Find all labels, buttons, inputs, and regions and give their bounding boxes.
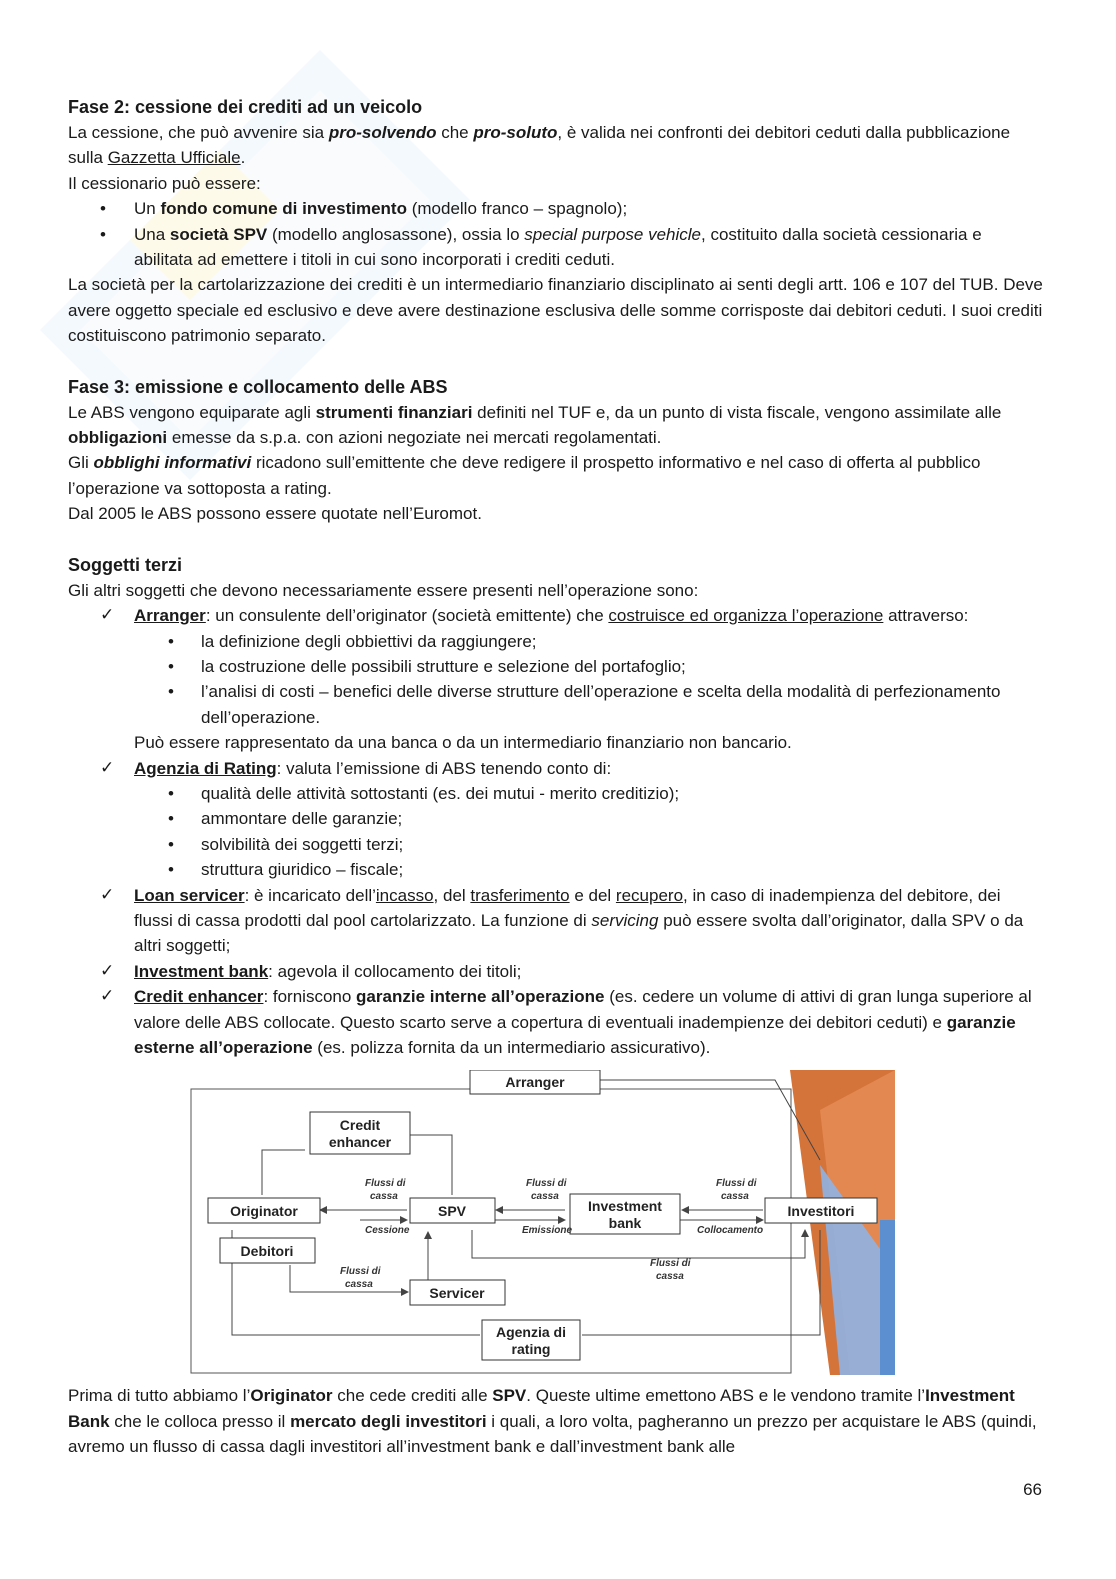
phase2-spv-paragraph: La società per la cartolarizzazione dei crediti è un intermediario finanziario disciplinato ai senti degli artt. 106 e 107 del TUB. Deve avere oggetto speciale ed esclusivo e deve avere destinazione esclusiva delle somme corrisposte dai debitori ceduti. I suoi crediti costituiscono patrimonio separato.	[68, 275, 1043, 346]
investment-bank-box	[570, 1194, 680, 1234]
list-item: • la costruzione delle possibili strutture e selezione del portafoglio;	[134, 654, 1043, 679]
cessionario-list	[68, 196, 1043, 272]
arranger-box-label: Arranger	[505, 1074, 565, 1091]
rating-agency-label-1: Agenzia di	[495, 1324, 567, 1341]
list-item: • qualità delle attività sottostanti (es. dei mutui - merito creditizio);	[134, 781, 1043, 806]
list-item: • Un fondo comune di investimento (modello franco – spagnolo);	[68, 196, 1043, 221]
phase2-cessionario: Il cessionario può essere:	[68, 173, 261, 193]
flow-label: Flussi di	[650, 1258, 691, 1270]
flow-label: cassa	[370, 1191, 398, 1203]
flow-label: cassa	[345, 1279, 373, 1291]
arranger-sublist	[134, 629, 1043, 731]
page-number: 66	[1023, 1480, 1042, 1499]
spv-label: SPV	[437, 1203, 467, 1220]
rating-agency-label-2: rating	[511, 1341, 551, 1358]
phase2-paragraph: La cessione, che può avvenire sia pro-solvendo che pro-soluto, è valida nei confronti dei debitori ceduti dalla pubblicazione sulla Gazzetta Ufficiale.	[68, 123, 1011, 168]
flow-label: Cessione	[365, 1225, 410, 1237]
servicer-box	[410, 1280, 505, 1305]
list-item: • l’analisi di costi – benefici delle diverse strutture dell’operazione e scelta della modalità di perfezionamento dell’operazione.	[134, 679, 1043, 730]
originator-label: Originator	[230, 1203, 298, 1220]
flow-label: Flussi di	[365, 1178, 406, 1190]
flow-label: Flussi di	[526, 1178, 567, 1190]
arranger-item: ✓ Arranger: un consulente dell’originator (società emittente) che costruisce ed organizza l’operazione attraverso: • la definizione degli obbiettivi da raggiungere; • la costruzione delle possibili strutture e selezione del portafoglio; • l’analisi di costi – benefici delle diverse strutture dell’operazione e scelta della modalità di perfezionamento dell’operazione. Può essere rappresentato da una banca o da un intermediario finanziario non bancario.	[68, 603, 1043, 755]
flow-label: Emissione	[522, 1225, 573, 1237]
flow-label: Flussi di	[716, 1178, 757, 1190]
originator-box	[208, 1198, 320, 1223]
rating-sublist	[134, 781, 1043, 883]
spv-box	[410, 1198, 495, 1223]
arranger-note: Può essere rappresentato da una banca o da un intermediario finanziario non bancario.	[134, 733, 792, 753]
third-parties-list	[68, 603, 1043, 1060]
debitori-label: Debitori	[240, 1243, 294, 1260]
flow-label: Flussi di	[340, 1266, 381, 1278]
investitori-box	[765, 1198, 877, 1223]
list-item: • ammontare delle garanzie;	[134, 806, 1043, 831]
third-parties-heading: Soggetti terzi	[68, 554, 183, 575]
investment-bank-item: ✓ Investment bank: agevola il collocamento dei titoli;	[68, 959, 1043, 984]
flow-label: cassa	[531, 1191, 559, 1203]
third-parties-intro: Gli altri soggetti che devono necessariamente essere presenti nell’operazione sono:	[68, 580, 699, 600]
list-item: • struttura giuridico – fiscale;	[134, 857, 1043, 882]
gazzetta-link[interactable]: Gazzetta Ufficiale	[107, 148, 241, 168]
list-item: • la definizione degli obbiettivi da raggiungere;	[134, 629, 1043, 654]
document-body	[68, 94, 1043, 1460]
investment-bank-label-2: bank	[608, 1215, 642, 1232]
debitori-box	[220, 1238, 315, 1263]
phase3-heading: Fase 3: emissione e collocamento delle ABS	[68, 376, 448, 397]
credit-enhancer-box	[310, 1112, 410, 1154]
loan-servicer-item: ✓ Loan servicer: è incaricato dell’incasso, del trasferimento e del recupero, in caso di inadempienza del debitore, dei flussi di cassa prodotti dal pool cartolarizzato. La funzione di servicing può essere svolta dall’originator, dalla SPV o da altri soggetti;	[68, 883, 1043, 959]
phase3-paragraph-3: Dal 2005 le ABS possono essere quotate nell’Euromot.	[68, 504, 482, 524]
list-item: • solvibilità dei soggetti terzi;	[134, 832, 1043, 857]
phase3-paragraph-2: Gli obblighi informativi ricadono sull’emittente che deve redigere il prospetto informativo e nel caso di offerta al pubblico l’operazione va sottoposta a rating.	[68, 453, 981, 498]
investment-bank-label-1: Investment	[588, 1198, 662, 1215]
flow-label: cassa	[721, 1191, 749, 1203]
list-item: • Una società SPV (modello anglosassone), ossia lo special purpose vehicle, costituito dalla società cessionaria e abilitata ad emettere i titoli in cui sono incorporati i crediti ceduti.	[68, 222, 1043, 273]
phase3-paragraph-1: Le ABS vengono equiparate agli strumenti finanziari definiti nel TUF e, da un punto di vista fiscale, vengono assimilate alle obbligazioni emesse da s.p.a. con azioni negoziate nei mercati regolamentati.	[68, 402, 1002, 448]
servicer-label: Servicer	[429, 1285, 485, 1302]
credit-enhancer-item: ✓ Credit enhancer: forniscono garanzie interne all’operazione (es. cedere un volume di attivi di gran lunga superiore al valore delle ABS collocate. Questo scarto serve a copertura di eventuali inadempienze dei debitori ceduti) e garanzie esterne all’operazione (es. polizza fornita da un intermediario assicurativo).	[68, 984, 1043, 1060]
rating-item: ✓ Agenzia di Rating: valuta l’emissione di ABS tenendo conto di: • qualità delle attività sottostanti (es. dei mutui - merito creditizio); • ammontare delle garanzie; • solvibilità dei soggetti terzi; • struttura giuridico – fiscale;	[68, 756, 1043, 883]
credit-enhancer-label-2: enhancer	[328, 1134, 392, 1151]
investitori-label: Investitori	[787, 1203, 855, 1220]
rating-agency-box	[482, 1320, 580, 1360]
closing-paragraph: Prima di tutto abbiamo l’Originator che cede crediti alle SPV. Queste ultime emettono ABS e le vendono tramite l’Investment Bank che le colloca presso il mercato degli investitori i quali, a loro volta, pagheranno un prezzo per acquistare le ABS (quindi, avremo un flusso di cassa dagli investitori all’investment bank e dall’investment bank alle	[68, 1386, 1037, 1457]
flow-label: Collocamento	[697, 1225, 764, 1237]
credit-enhancer-label-1: Credit	[339, 1117, 381, 1134]
arranger-box	[470, 1070, 600, 1094]
flow-label: cassa	[656, 1271, 684, 1283]
phase2-heading: Fase 2: cessione dei crediti ad un veicolo	[68, 97, 423, 117]
securitization-diagram	[190, 1070, 895, 1375]
